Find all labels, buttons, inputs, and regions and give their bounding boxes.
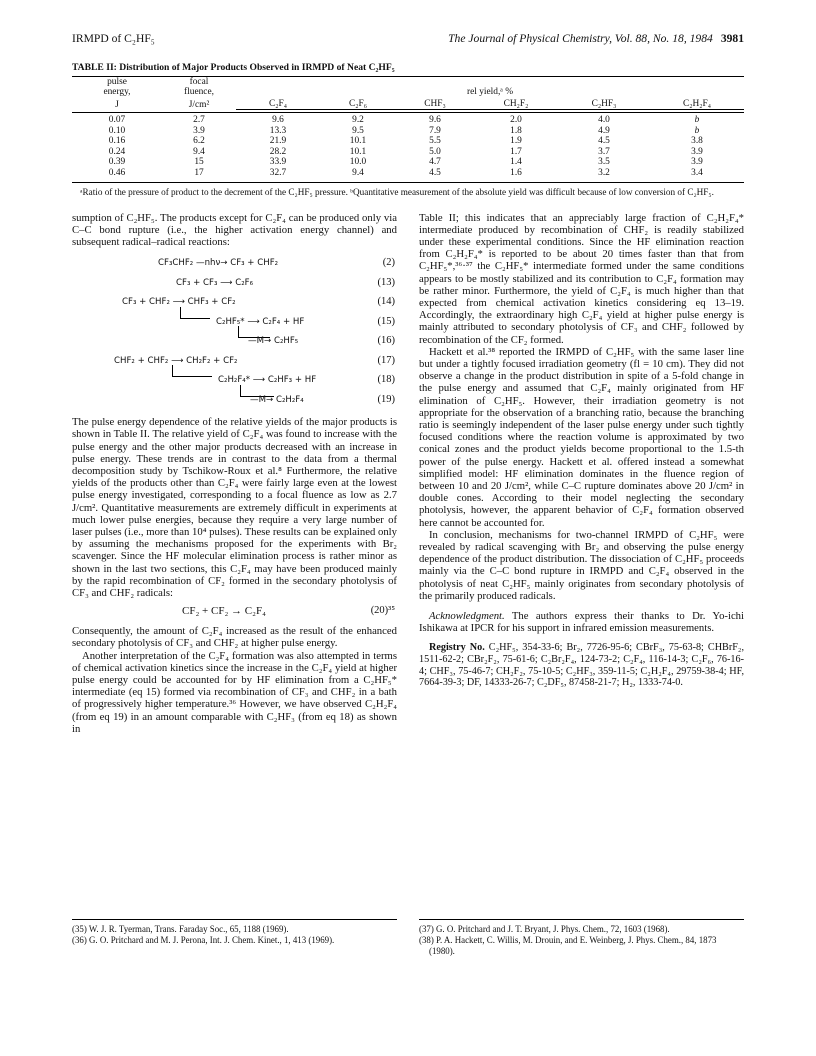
table-cell: 3.7 (598, 146, 610, 157)
table-cell: 7.9 (429, 125, 441, 136)
reference: (37) G. O. Pritchard and J. T. Bryant, J. Phys. Chem., 72, 1603 (1968). (419, 924, 670, 934)
acknowledgment (419, 610, 744, 634)
table-row (72, 168, 744, 182)
page (72, 32, 744, 735)
equation: —M→ C₂H₂F₄ (250, 394, 304, 405)
table-cell: 1.7 (510, 146, 522, 157)
table-cell: 10.0 (349, 157, 367, 168)
col-header-pulse-unit: J (115, 99, 119, 110)
table-cell: 0.10 (108, 125, 126, 136)
body-columns (72, 212, 744, 735)
table-cell: 6.2 (193, 136, 205, 147)
branch-line (180, 307, 210, 319)
equation-number: (16) (377, 335, 395, 347)
journal-name: The Journal of Physical Chemistry, Vol. 88, No. 18, 1984 (448, 32, 713, 45)
equation-number: (2) (382, 257, 395, 269)
equation: C₂H₂F₄* ⟶ C₂HF₃ + HF (218, 375, 317, 386)
paragraph: In conclusion, mechanisms for two-channel IRMPD of C₂HF₅ were revealed by radical scavenging with Br₂ and observing the pulse energy dependence of the product distribution. The dissociation of C₂HF₅ proceeds mainly via the C–C bond rupture in IRMPD and C₂F₄ observed in the photolysis of neat C₂HF₅ mainly originates from secondary photolysis of the primarily produced radicals. (419, 528, 744, 602)
table-cell: 3.9 (691, 157, 703, 168)
references-right (419, 919, 744, 957)
equation-number: (15) (377, 315, 395, 327)
table-row (72, 113, 744, 126)
table-cell: 3.4 (650, 168, 744, 182)
table-cell: 5.5 (429, 136, 441, 147)
table-cell: 3.5 (598, 157, 610, 168)
col-header-fluence-unit: J/cm² (188, 99, 210, 110)
table-cell: 3.9 (193, 125, 205, 136)
table-cell: 4.7 (429, 157, 441, 168)
table-cell: b (694, 125, 700, 136)
paragraph: sumption of C₂HF₅. The products except for C₂F₄ can be produced only via C–C bond rupture (i.e., the higher activation energy channel) and subsequent radical–radical reactions: (72, 211, 397, 248)
equation: CF₃CHF₂ —nhν→ CF₃ + CHF₂ (158, 258, 279, 269)
col-header-fluence-2: fluence, (184, 87, 214, 97)
table-cell: 9.4 (193, 146, 205, 157)
equation-20 (72, 603, 397, 621)
product-header: C₂HF₃ (558, 97, 650, 110)
table-footnote: ᵃRatio of the pressure of product to the decrement of the C₂HF₅ pressure. ᵇQuantitative measurement of the absolute yield was difficult because of low conversion of C₂HF₅. (80, 186, 714, 197)
equation: CF₃ + CF₃ ⟶ C₂F₆ (176, 277, 254, 288)
page-number: 3981 (720, 32, 744, 45)
table-cell: 2.7 (193, 115, 205, 125)
equation: CF₃ + CHF₂ ⟶ CHF₃ + CF₂ (122, 297, 236, 308)
equation: —M→ C₂HF₅ (248, 336, 299, 347)
ack-text: The authors express their thanks to Dr. Yo-ichi Ishikawa at IPCR for his support in infrared emission measurements. (419, 610, 744, 635)
table-cell: 13.3 (269, 125, 287, 136)
table-caption: TABLE II: Distribution of Major Products Observed in IRMPD of Neat C₂HF₅ (72, 62, 395, 73)
table-cell: 1.8 (510, 125, 522, 136)
table-cell: 15 (194, 157, 204, 168)
table-cell: 0.24 (108, 146, 126, 157)
equation-number: (14) (377, 296, 395, 308)
references (72, 919, 744, 957)
paragraph: Consequently, the amount of C₂F₄ increased as the result of the enhanced secondary photolysis of CF₃ and CHF₂ at higher pulse energy. (72, 625, 397, 650)
group-header: rel yield,ᵃ % (466, 87, 514, 97)
running-title: IRMPD of C₂HF₅ (72, 32, 155, 45)
equation: C₂HF₅* ⟶ C₂F₄ + HF (216, 316, 305, 327)
registry-text: C₂HF₅, 354-33-6; Br₂, 7726-95-6; CBrF₃, 75-63-8; CHBrF₂, 1511-62-2; CBr₂F₂, 75-61-6; C₂Br₂F₄, 124-73-2; C₂F₄, 116-14-3; C₂F₆, 76-16-4; CHF₃, 75-46-7; CH₂F₂, 75-10-5; C₂HF₃, 359-11-5; C₂H₂F₄, 29759-38-4; HF, 7664-39-3; DF, 14333-26-7; C₂DF₅, 87458-21-7; H₂, 1333-74-0. (419, 642, 745, 689)
equation-number: (13) (377, 276, 395, 288)
equation-number: (18) (377, 374, 395, 386)
col-header-pulse-2: energy, (103, 87, 131, 97)
table-cell: 28.2 (269, 146, 287, 157)
equation: CHF₂ + CHF₂ ⟶ CH₂F₂ + CF₂ (114, 355, 238, 366)
paragraph: Another interpretation of the C₂F₄ formation was also attempted in terms of chemical activation kinetics since the increase in the C₂F₄ yield at higher pulse energy could be accounted for by HF elimination from a C₂HF₅* intermediate (eq 15) formed via recombination of CF₃ and CHF₂ in a bath of progressively higher temperature.³⁶ However, we have observed C₂H₂F₄ (from eq 19) in an amount comparable with C₂HF₃ (from eq 18) as shown in (72, 649, 397, 735)
product-header: CHF₃ (396, 97, 474, 110)
product-header: C₂F₄ (236, 97, 320, 110)
table-row (72, 136, 744, 147)
table-cell: 0.39 (108, 157, 126, 168)
product-table (72, 76, 744, 183)
table-cell: 33.9 (269, 157, 287, 168)
table-cell: 4.0 (598, 115, 610, 125)
references-left (72, 919, 397, 957)
col-header-fluence: focal (162, 77, 236, 88)
table-cell: 1.4 (510, 157, 522, 168)
right-column (419, 212, 744, 735)
reaction-scheme (72, 254, 397, 410)
paragraph: Hackett et al.³⁸ reported the IRMPD of C₂HF₅ with the same laser line but under a tightly focused irradiation geometry (fl = 10 cm). They did not observe a change in the product distribution in spite of a 5-fold change in the pulse energy and assumed that C₂F₄ mainly originated from HF elimination of C₂HF₅. However, their irradiation geometry is not appropriate for the observation of a branching ratio, because the branching ratio is seemingly independent of the laser pulse energy under such tightly focused conditions where the reaction volume is approximated by two conical zones and the product yields become proportional to the 1.5-th power of the pulse energy. Hackett et al. offered instead a somewhat simplified model: HF elimination dominates in the fluence region of between 10 and 20 J/cm², while C–C rupture dominates above 20 J/cm² in double cones. According to their model neglecting the secondary photolysis, however, the apparent behavior of C₂F₄ formation observed here cannot be accounted for. (419, 345, 744, 529)
paragraph: The pulse energy dependence of the relative yields of the major products is shown in Table II. The relative yield of C₂F₄ was found to increase with the pulse energy and the other major products decreased with an increase in pulse energy. These trends are in contrast to the data from a thermal decomposition study by Tschikow-Roux et al.⁸ Furthermore, the relative yields of the products other than C₂F₄ were fairly large even at the lowest pulse energy investigated, corresponding to a focal fluence as low as 2.7 J/cm². Quantitative measurements are extremely difficult in experiments at much lower pulse energies, because they require a very large number of laser pulses (i.e., more than 10⁴ pulses). These results can be explained only by assuming the mechanisms proposed for the experiments with Br₂ scavenger. Since the HF molecular elimination process is rather minor as shown in the last two sections, this C₂F₄ may have been produced mainly by the rapid recombination of CF₂ formed in the secondary photolysis of CF₃ and CHF₂ radicals: (72, 416, 397, 600)
table-cell: 9.6 (429, 115, 441, 125)
paragraph: Table II; this indicates that an appreciably large fraction of C₂H₂F₄* intermediate produced by recombination of CHF₂ is readily stabilized under these experimental conditions. Since the HF elimination reaction from C₂H₂F₄* is reported to be about 20 times faster than that from C₂HF₅*,³⁶·³⁷ the C₂HF₅* intermediate formed under the same conditions appears to be mostly stabilized and its contribution to C₂F₄ formation may be rather minor. Furthermore, the yield of C₂F₄ is much higher than that expected from chemical activation kinetics considering eq 13–19. Accordingly, the extraordinary high C₂F₄ yield at higher pulse energy is mainly attributed to secondary photolysis of CF₃ and CHF₂ followed by recombination of the CF₂ formed. (419, 211, 744, 346)
product-header: C₂F₆ (320, 97, 396, 110)
product-header: CH₂F₂ (474, 97, 558, 110)
table-cell: 3.8 (691, 136, 703, 147)
table-row (72, 147, 744, 158)
table-cell: 2.0 (510, 115, 522, 125)
table-cell: 10.1 (349, 136, 367, 147)
table-cell: 4.5 (396, 168, 474, 182)
reference: (35) W. J. R. Tyerman, Trans. Faraday Soc., 65, 1188 (1969). (72, 924, 289, 934)
left-column (72, 212, 397, 735)
table-cell: 17 (162, 168, 236, 182)
table-cell: 9.2 (352, 115, 364, 125)
table-cell: 1.9 (510, 136, 522, 147)
table-row (72, 157, 744, 168)
ack-label: Acknowledgment. (429, 610, 505, 623)
table-cell: 9.4 (320, 168, 396, 182)
table-cell: 0.46 (72, 168, 162, 182)
table-cell: 21.9 (269, 136, 287, 147)
table-cell: 1.6 (474, 168, 558, 182)
equation-number: (20)³⁵ (370, 605, 395, 617)
table-row (72, 126, 744, 137)
equation-number: (19) (377, 393, 395, 405)
journal-citation (448, 32, 744, 45)
registry-numbers (419, 642, 744, 688)
equation-number: (17) (377, 354, 395, 366)
branch-line (172, 365, 212, 377)
table-cell: 32.7 (236, 168, 320, 182)
table-cell: 3.2 (558, 168, 650, 182)
table-cell: 0.16 (108, 136, 126, 147)
table-cell: 0.07 (108, 115, 126, 125)
table-cell: 9.6 (272, 115, 284, 125)
table-cell: 5.0 (429, 146, 441, 157)
reference: (38) P. A. Hackett, C. Willis, M. Drouin, and E. Weinberg, J. Phys. Chem., 84, 1873 (1980). (419, 935, 717, 956)
table-cell: 10.1 (349, 146, 367, 157)
table-cell: b (694, 115, 700, 125)
table-cell: 3.9 (691, 146, 703, 157)
product-header: C₂H₂F₄ (650, 97, 744, 110)
registry-label: Registry No. (429, 642, 485, 654)
running-header (72, 32, 744, 50)
table-cell: 4.5 (598, 136, 610, 147)
equation: CF₂ + CF₂ → C₂F₄ (182, 605, 266, 618)
col-header-pulse: pulse (72, 77, 162, 88)
table-cell: 4.9 (598, 125, 610, 136)
reference: (36) G. O. Pritchard and M. J. Perona, Int. J. Chem. Kinet., 1, 413 (1969). (72, 935, 335, 945)
table-cell: 9.5 (352, 125, 364, 136)
